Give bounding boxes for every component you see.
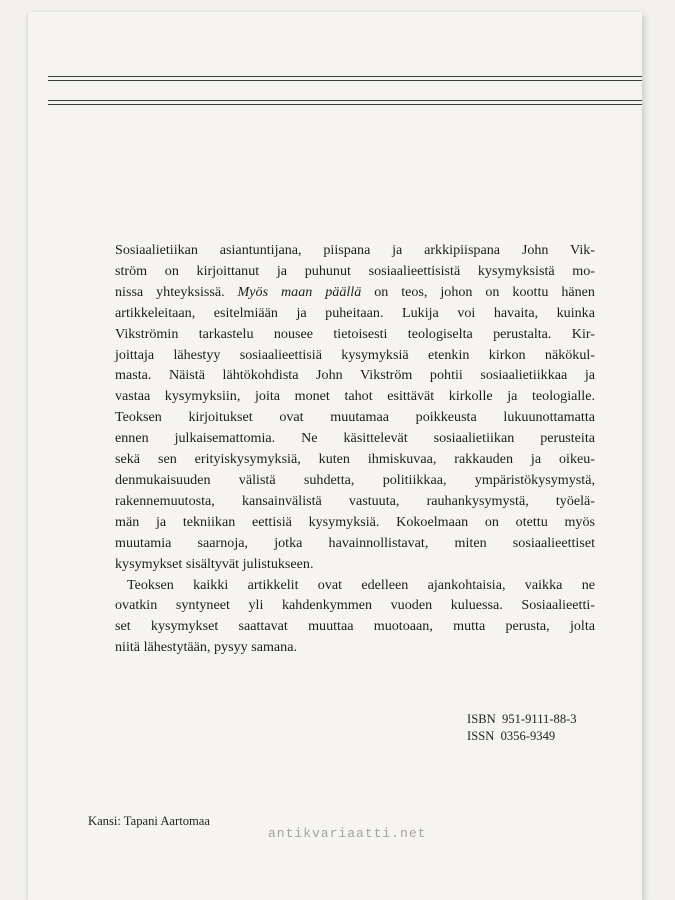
blurb-line: Teoksen kirjoitukset ovat muutamaa poikkeusta lukuunottamatta [115,409,595,426]
blurb-text: on teos, johon on koottu hänen [374,283,595,300]
issn-number: ISSN 0356-9349 [467,729,556,743]
blurb-line: vastaa kysymyksiin, joita monet tahot esittävät kirkolle ja teologialle. [115,388,595,405]
blurb-paragraph-1 [115,240,595,575]
blurb-line: rakennemuutosta, kansainvälistä vastuuta, rauhankysymystä, työelä- [115,492,595,509]
back-cover-blurb [115,240,595,658]
blurb-line: ström on kirjoittanut ja puhunut sosiaalieettisistä kysymyksistä mo- [115,262,595,279]
blurb-line: Teoksen kaikki artikkelit ovat edelleen ajankohtaisia, vaikka ne [127,576,595,593]
blurb-line: män ja tekniikan eettisiä kysymyksiä. Kokoelmaan on otettu myös [115,513,595,530]
isbn-issn-block [467,711,577,745]
blurb-paragraph-2 [115,575,595,659]
bottom-double-rule [48,100,642,108]
blurb-line: ovatkin syntyneet yli kahdenkymmen vuoden kuluessa. Sosiaalieetti- [115,597,595,614]
blurb-line: artikkeleitaan, esitelmiään ja puheitaan. Lukija voi havaita, kuinka [115,304,595,321]
blurb-line: joittaja lähestyy sosiaalieettisiä kysymyksiä etenkin kirkon näkökul- [115,346,595,363]
blurb-text: nissa yhteyksissä. [115,283,225,300]
watermark: antikvariaatti.net [268,826,427,841]
blurb-line: masta. Näistä lähtökohdista John Vikström pohtii sosiaalietiikkaa ja [115,367,595,384]
blurb-line: Vikströmin tarkastelu nousee tietoisesti teologiselta perustalta. Kir- [115,325,595,342]
cover-credit: Kansi: Tapani Aartomaa [88,814,210,828]
blurb-line: muutamia saarnoja, jotka havainnollistavat, miten sosiaalieettiset [115,534,595,551]
rule-line [48,76,642,77]
rule-line [48,104,642,105]
blurb-line: niitä lähestytään, pysyy samana. [115,639,297,656]
rule-line [48,80,642,81]
blurb-line: Sosiaalietiikan asiantuntijana, piispana ja arkkipiispana John Vik- [115,242,595,258]
blurb-line: ennen julkaisemattomia. Ne käsittelevät sosiaalietiikan perusteita [115,430,595,447]
top-double-rule [48,76,642,84]
blurb-line: denmukaisuuden välistä suhdetta, politiikkaa, ympäristökysymystä, [115,471,595,488]
rule-line [48,100,642,101]
blurb-line [115,282,595,303]
book-title-italic: Myös maan päällä [237,283,362,300]
blurb-line: sekä sen erityiskysymyksiä, kuten ihmiskuvaa, rakkauden ja oikeu- [115,451,595,468]
blurb-line: set kysymykset saattavat muuttaa muotoaan, mutta perusta, jolta [115,618,595,635]
isbn-number: ISBN 951-9111-88-3 [467,712,577,726]
blurb-line: kysymykset sisältyvät julistukseen. [115,555,314,572]
